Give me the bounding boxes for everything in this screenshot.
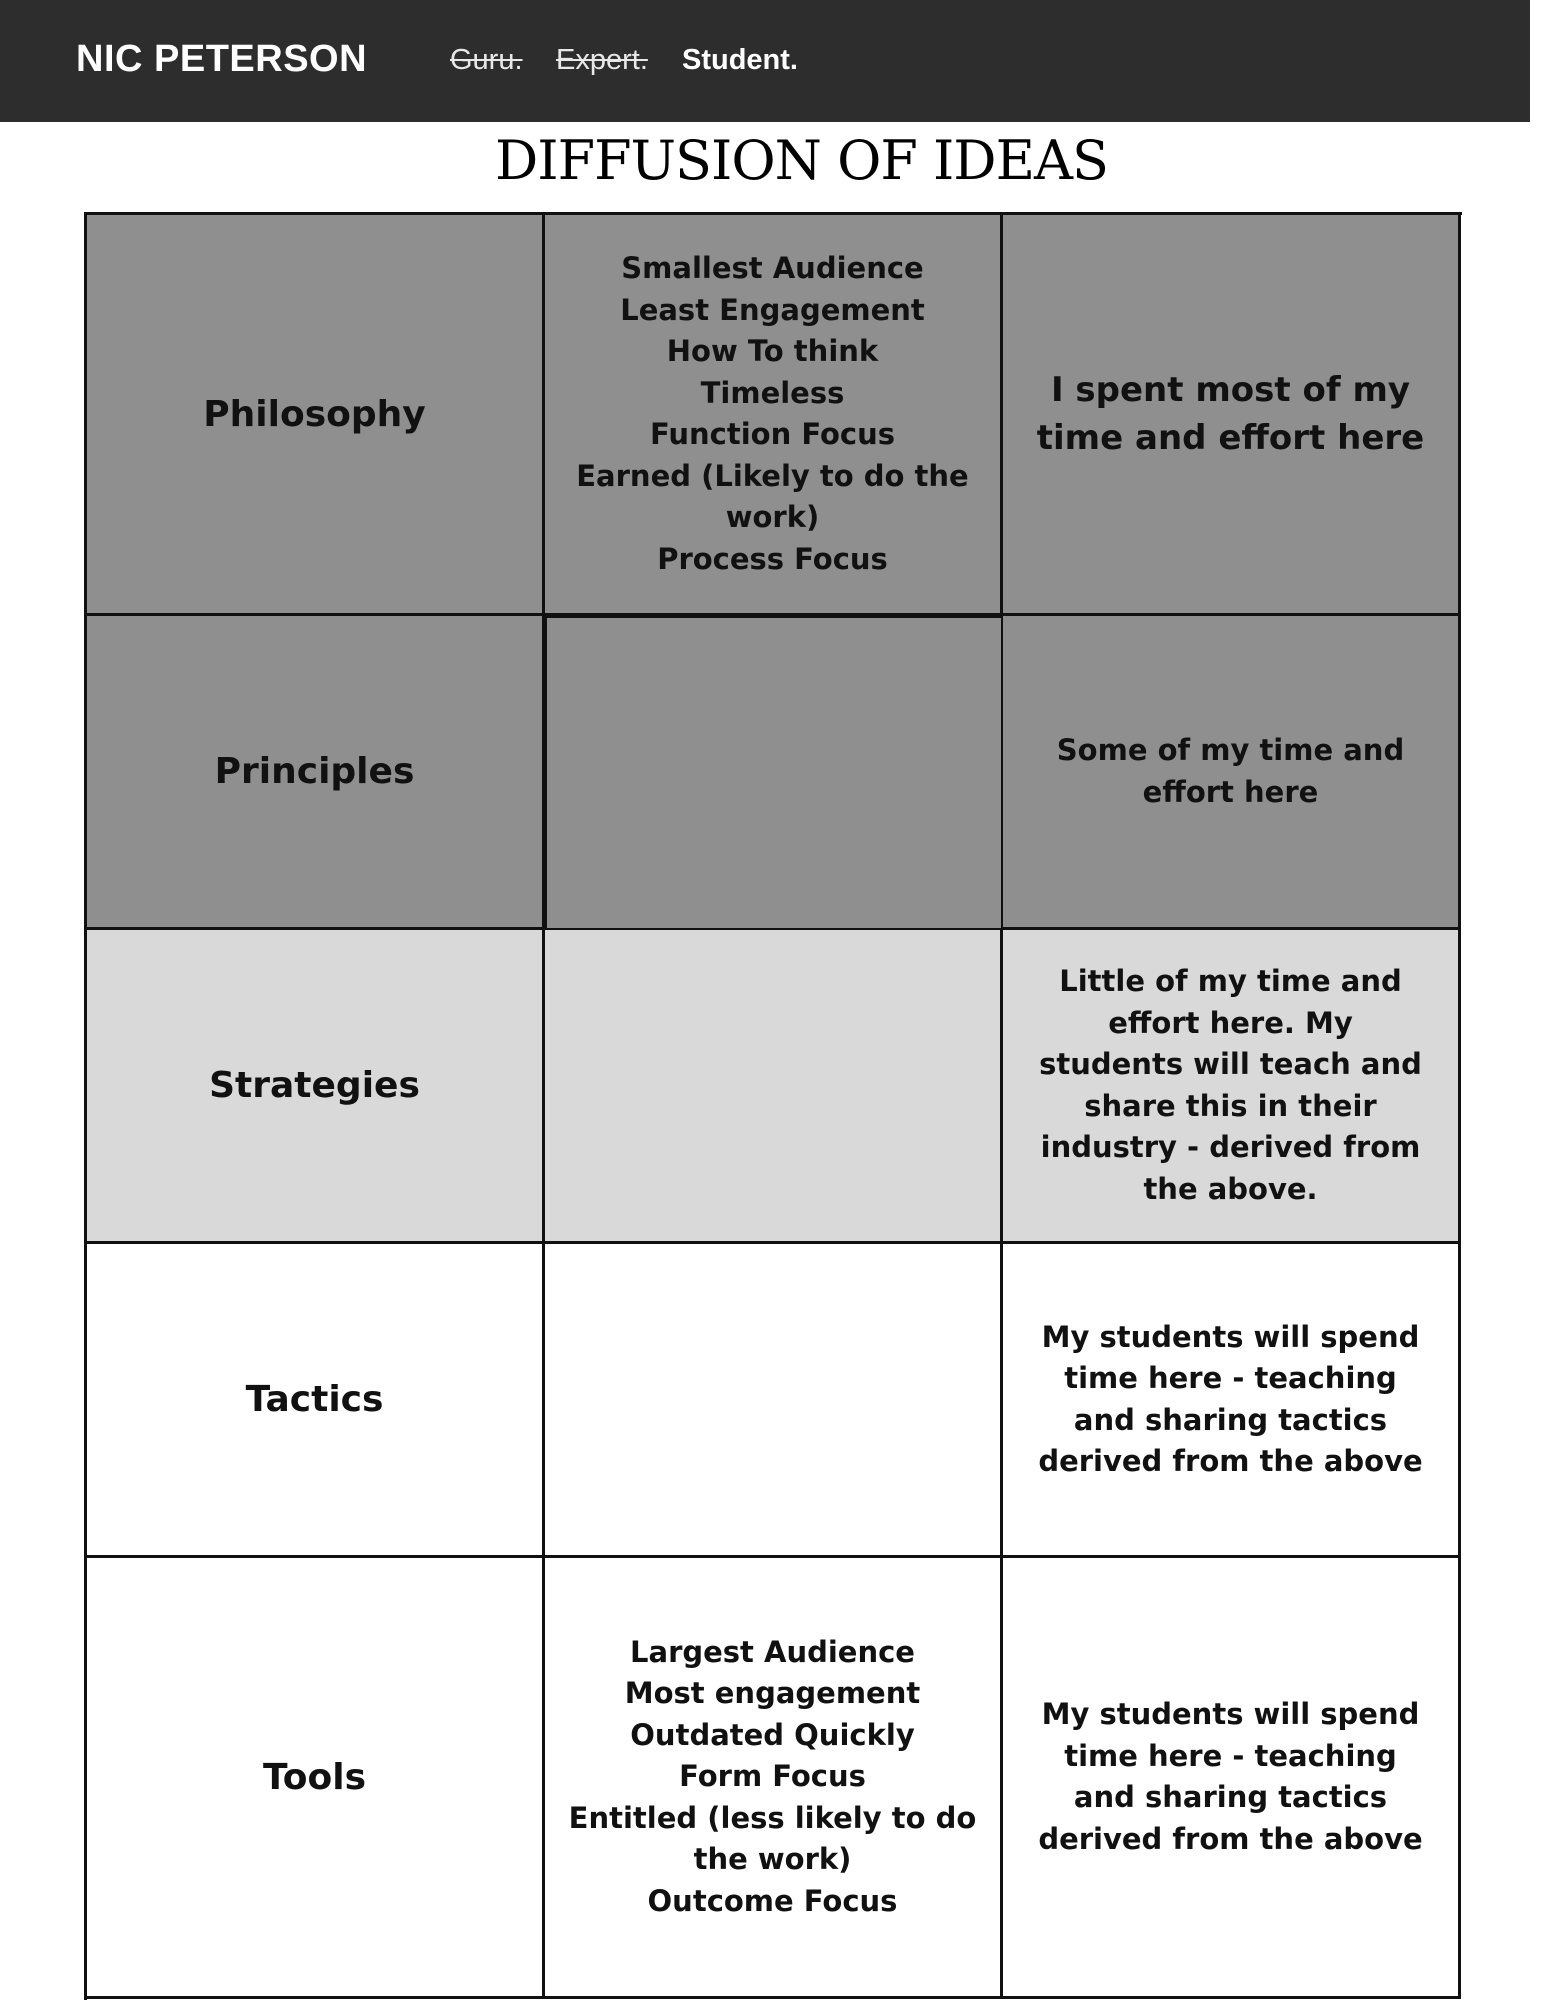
- trait-item: How To think: [666, 334, 879, 368]
- traits-list: [545, 1632, 1000, 1923]
- traits-cell-philosophy: [545, 215, 1003, 616]
- nav-item-guru[interactable]: Guru.: [450, 44, 523, 76]
- nav-item-expert[interactable]: Expert.: [556, 44, 648, 76]
- site-header: [0, 0, 1530, 122]
- traits-list: [545, 248, 1000, 580]
- row-label-text: Tools: [262, 1756, 366, 1798]
- row-label-text: Strategies: [209, 1065, 420, 1106]
- trait-item: Earned (Likely to do the work): [576, 458, 969, 534]
- page-title: DIFFUSION OF IDEAS: [494, 129, 1109, 192]
- row-label-text: Principles: [214, 751, 415, 792]
- row-label-text: Philosophy: [203, 393, 426, 435]
- row-label-text: Tactics: [245, 1379, 384, 1420]
- trait-item: Process Focus: [657, 541, 888, 576]
- note-text: Some of my time and effort here: [1056, 733, 1405, 809]
- trait-item: Entitled (less likely to do the work): [568, 1800, 977, 1877]
- note-text: Little of my time and effort here. My students will teach and share this in their industry - derived from the above.: [1039, 964, 1422, 1206]
- note-text: My students will spend time here - teaching and sharing tactics derived from the above: [1038, 1319, 1423, 1478]
- traits-cell-tactics: [545, 1244, 1003, 1558]
- trait-item: Form Focus: [679, 1759, 866, 1794]
- note-text: My students will spend time here - teaching and sharing tactics derived from the above: [1038, 1697, 1423, 1856]
- row-label-strategies: [87, 930, 545, 1244]
- row-label-philosophy: [87, 215, 545, 616]
- note-cell-principles: [1003, 616, 1461, 930]
- trait-item: Largest Audience: [630, 1634, 915, 1669]
- note-cell-strategies: [1003, 930, 1461, 1244]
- trait-item: Timeless: [700, 375, 845, 410]
- diffusion-table: [84, 212, 1462, 2000]
- traits-cell-tools: [545, 1558, 1003, 1999]
- traits-cell-principles: [545, 616, 1003, 930]
- trait-item: Most engagement: [624, 1676, 921, 1711]
- traits-cell-strategies: [545, 930, 1003, 1244]
- row-label-tactics: [87, 1244, 545, 1558]
- site-brand[interactable]: NIC PETERSON: [76, 38, 368, 80]
- trait-item: Function Focus: [650, 417, 895, 451]
- note-cell-philosophy: [1003, 215, 1461, 616]
- trait-item: Least Engagement: [620, 292, 925, 327]
- note-cell-tools: [1003, 1558, 1461, 1999]
- trait-item: Smallest Audience: [621, 251, 924, 285]
- row-label-tools: [87, 1558, 545, 1999]
- row-label-principles: [87, 616, 545, 930]
- trait-item: Outcome Focus: [647, 1883, 898, 1918]
- note-cell-tactics: [1003, 1244, 1461, 1558]
- trait-item: Outdated Quickly: [630, 1717, 915, 1752]
- note-text: I spent most of my time and effort here: [1036, 370, 1425, 458]
- nav-item-student[interactable]: Student.: [682, 44, 798, 76]
